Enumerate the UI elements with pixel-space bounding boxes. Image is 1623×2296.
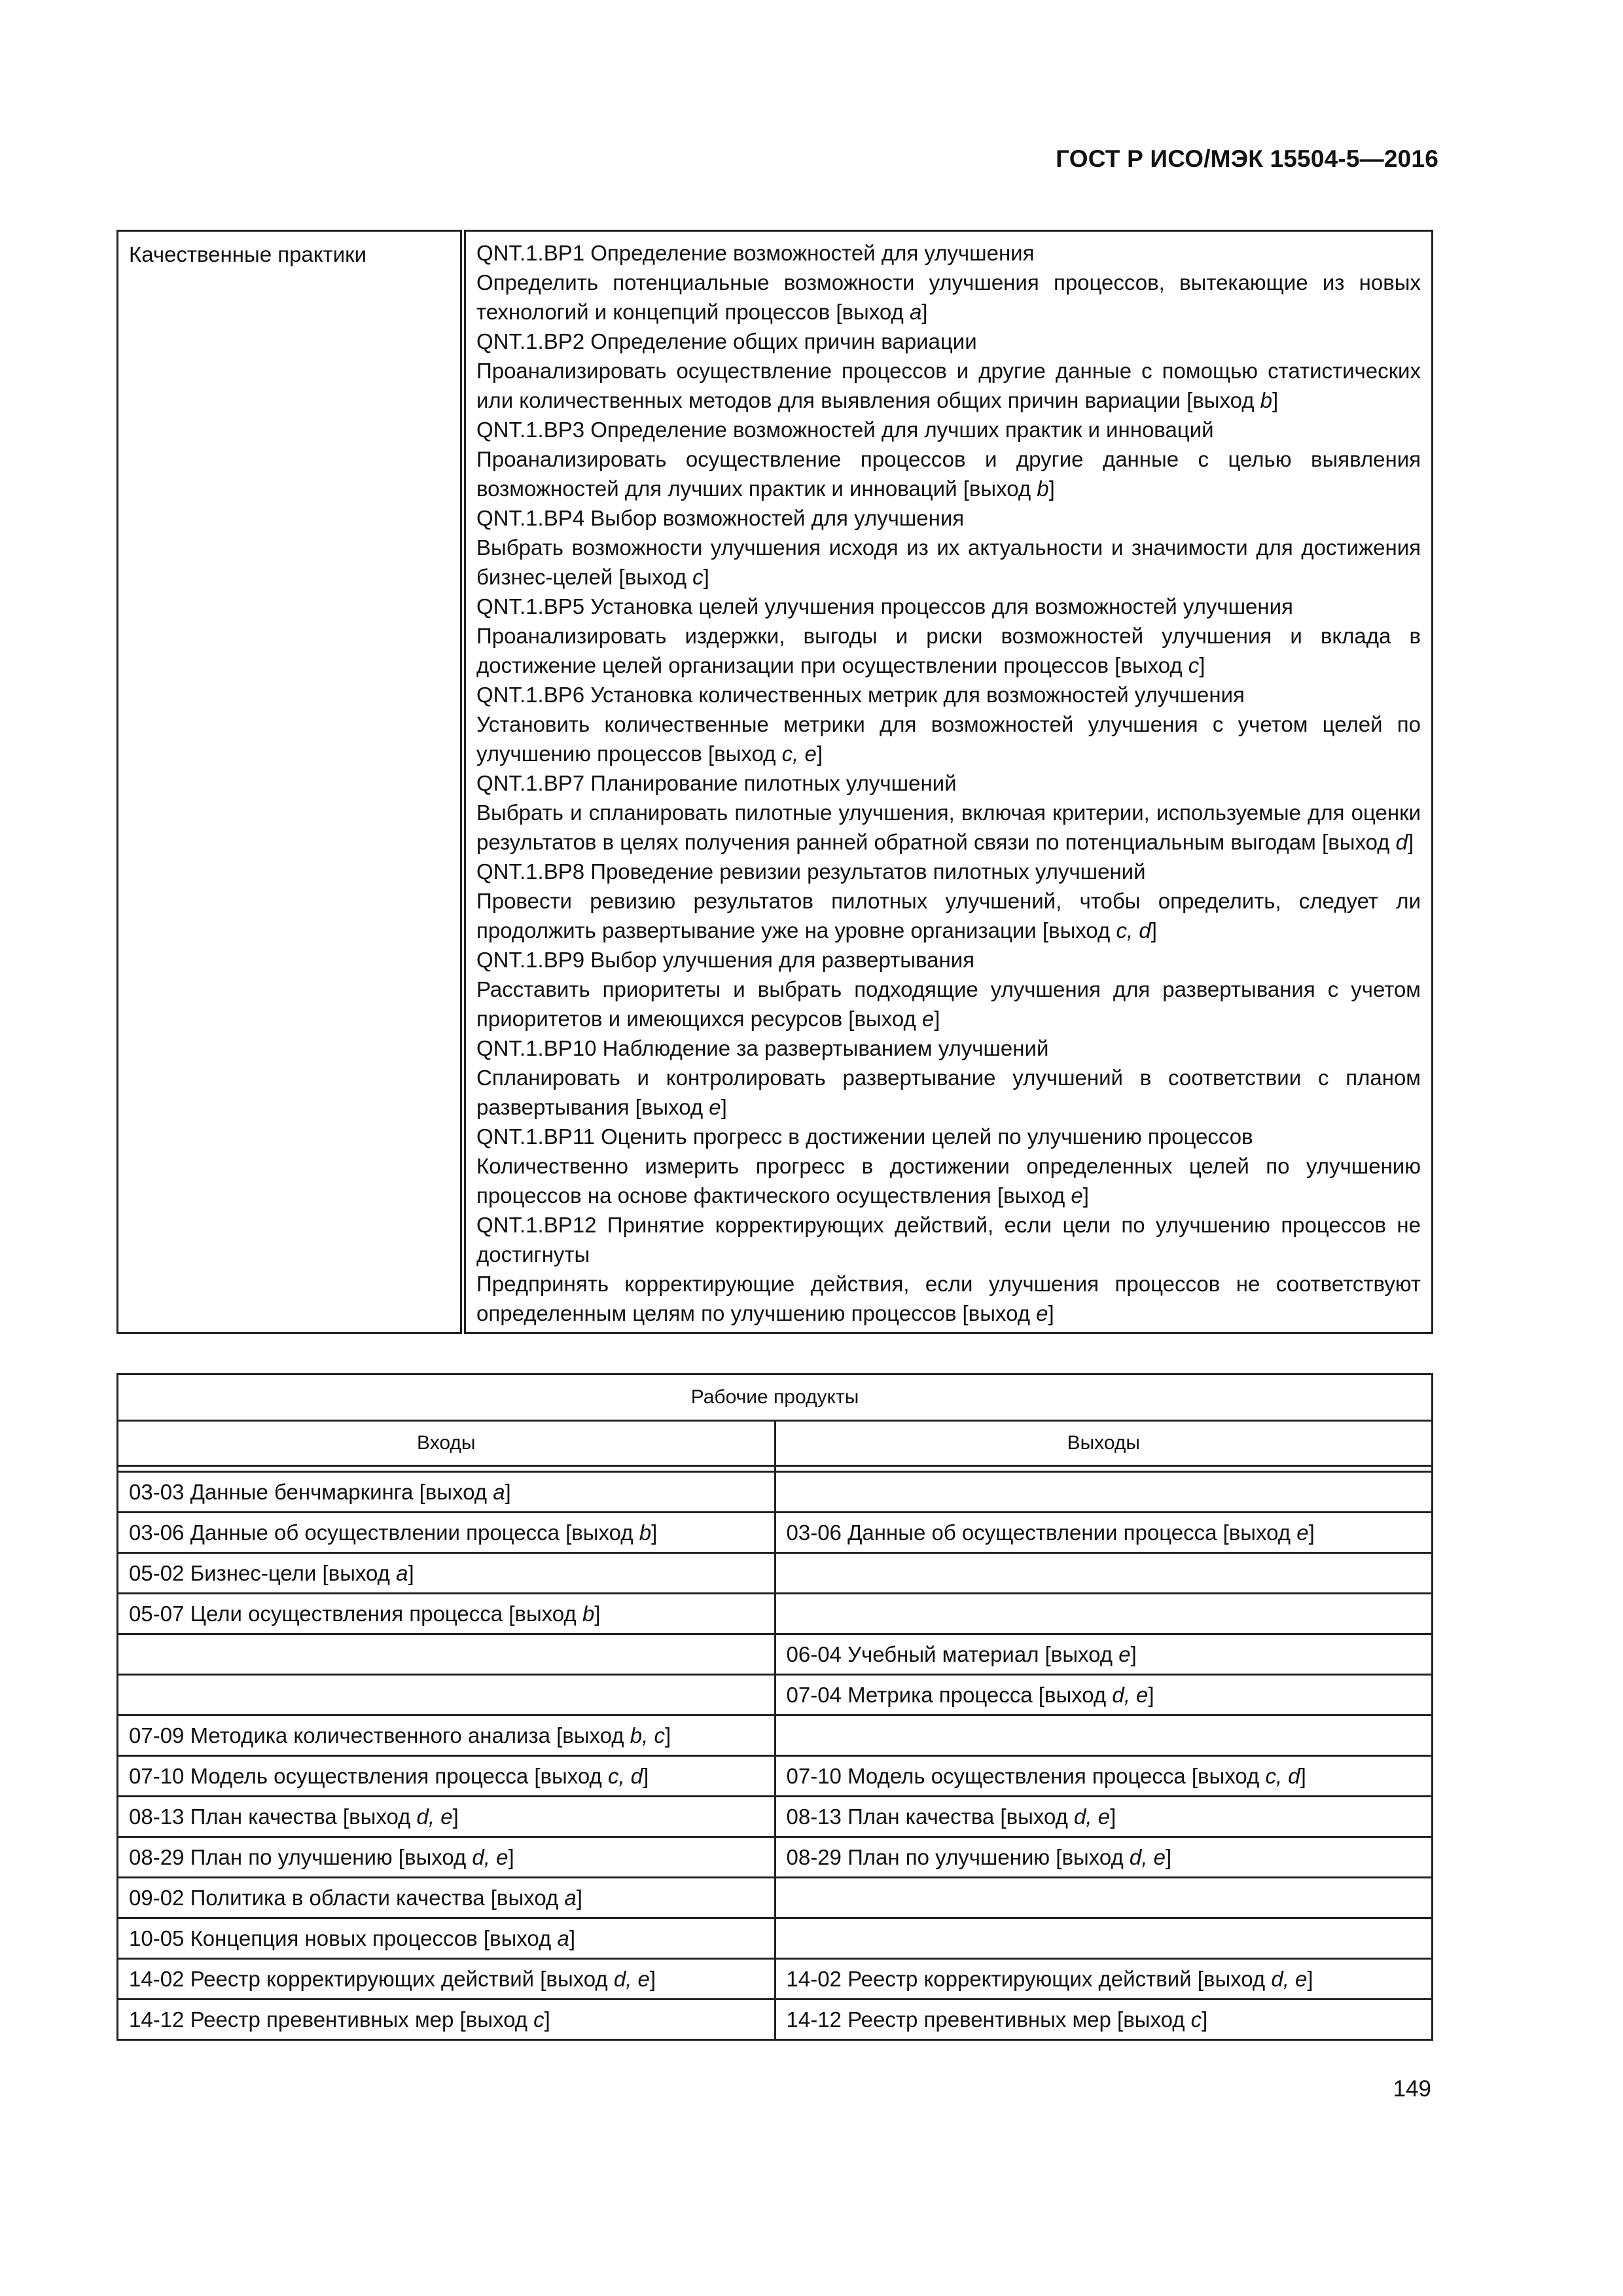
practice-title: QNT.1.BP7 Планирование пилотных улучшений [476, 771, 957, 795]
page-number: 149 [1393, 2076, 1431, 2102]
work-product-row [118, 1472, 1433, 1513]
practice-description: Установить количественные метрики для возможностей улучшения с учетом целей по улучшению процессов [выход c, e] [476, 712, 1421, 766]
work-products-table [116, 1373, 1433, 2041]
practice-item [476, 1210, 1421, 1328]
output-cell: 07-04 Метрика процесса [выход d, e] [775, 1675, 1433, 1715]
practice-item [476, 238, 1421, 327]
output-cell: 08-29 План по улучшению [выход d, e] [775, 1837, 1433, 1878]
practice-item [476, 680, 1421, 768]
input-cell: 09-02 Политика в области качества [выход a] [118, 1878, 776, 1918]
work-product-row [118, 1715, 1433, 1756]
output-cell: 07-10 Модель осуществления процесса [выход c, d] [775, 1756, 1433, 1797]
output-cell [775, 1715, 1433, 1756]
inputs-column-header: Входы [118, 1421, 776, 1466]
output-cell [775, 1918, 1433, 1959]
output-cell: 08-13 План качества [выход d, e] [775, 1797, 1433, 1837]
output-cell: 03-06 Данные об осуществлении процесса [выход e] [775, 1513, 1433, 1553]
output-cell [775, 1472, 1433, 1513]
practice-title: QNT.1.BP11 Оценить прогресс в достижении целей по улучшению процессов [476, 1124, 1253, 1149]
practice-description: Проанализировать осуществление процессов и другие данные с помощью статистических или количественных методов для выявления общих причин вариации [выход b] [476, 359, 1421, 412]
practice-title: QNT.1.BP8 Проведение ревизии результатов пилотных улучшений [476, 859, 1146, 884]
output-cell: 14-02 Реестр корректирующих действий [выход d, e] [775, 1959, 1433, 2000]
work-product-row [118, 1797, 1433, 1837]
practice-item [476, 592, 1421, 680]
practice-item [476, 415, 1421, 503]
practice-description: Проанализировать осуществление процессов и другие данные с целью выявления возможностей для лучших практик и инноваций [выход b] [476, 447, 1421, 501]
work-product-row [118, 1634, 1433, 1675]
work-product-row [118, 1959, 1433, 2000]
practice-title: QNT.1.BP10 Наблюдение за развертыванием улучшений [476, 1036, 1049, 1060]
input-cell [118, 1675, 776, 1715]
practice-title: QNT.1.BP2 Определение общих причин вариации [476, 329, 977, 353]
practices-list [463, 231, 1433, 1333]
practice-item [476, 857, 1421, 945]
input-cell: 03-03 Данные бенчмаркинга [выход a] [118, 1472, 776, 1513]
input-cell: 03-06 Данные об осуществлении процесса [выход b] [118, 1513, 776, 1553]
output-cell: 06-04 Учебный материал [выход e] [775, 1634, 1433, 1675]
work-product-row [118, 1837, 1433, 1878]
output-cell [775, 1594, 1433, 1634]
practice-description: Выбрать и спланировать пилотные улучшения, включая критерии, используемые для оценки результатов в целях получения ранней обратной связи по потенциальным выгодам [выход d] [476, 800, 1421, 854]
practice-title: QNT.1.BP4 Выбор возможностей для улучшения [476, 506, 965, 530]
practice-item [476, 1033, 1421, 1122]
output-cell [775, 1878, 1433, 1918]
input-cell: 14-12 Реестр превентивных мер [выход c] [118, 2000, 776, 2040]
work-products-title: Рабочие продукты [118, 1374, 1433, 1421]
practices-label: Качественные практики [118, 231, 463, 1333]
work-product-row [118, 1675, 1433, 1715]
work-product-row [118, 1756, 1433, 1797]
practice-description: Провести ревизию результатов пилотных улучшений, чтобы определить, следует ли продолжить развертывание уже на уровне организации [выход c, d] [476, 889, 1421, 942]
practice-description: Выбрать возможности улучшения исходя из их актуальности и значимости для достижения бизнес-целей [выход c] [476, 535, 1421, 589]
practice-title: QNT.1.BP5 Установка целей улучшения процессов для возможностей улучшения [476, 594, 1293, 619]
practice-title: QNT.1.BP3 Определение возможностей для лучших практик и инноваций [476, 418, 1214, 442]
practice-description: Количественно измерить прогресс в достижении определенных целей по улучшению процессов на основе фактического осуществления [выход e] [476, 1154, 1421, 1208]
input-cell: 14-02 Реестр корректирующих действий [выход d, e] [118, 1959, 776, 2000]
work-product-row [118, 1918, 1433, 1959]
practice-item [476, 327, 1421, 415]
output-cell [775, 1553, 1433, 1594]
work-product-row [118, 1878, 1433, 1918]
document-code: ГОСТ Р ИСО/МЭК 15504-5—2016 [1056, 145, 1438, 172]
outputs-column-header: Выходы [775, 1421, 1433, 1466]
input-cell: 05-07 Цели осуществления процесса [выход b] [118, 1594, 776, 1634]
practice-item [476, 945, 1421, 1033]
input-cell: 07-09 Методика количественного анализа [выход b, c] [118, 1715, 776, 1756]
work-product-row [118, 2000, 1433, 2040]
practice-description: Расставить приоритеты и выбрать подходящие улучшения для развертывания с учетом приоритетов и имеющихся ресурсов [выход e] [476, 977, 1421, 1031]
output-cell: 14-12 Реестр превентивных мер [выход c] [775, 2000, 1433, 2040]
practice-title: QNT.1.BP9 Выбор улучшения для развертывания [476, 948, 975, 972]
input-cell: 08-13 План качества [выход d, e] [118, 1797, 776, 1837]
practice-description: Определить потенциальные возможности улучшения процессов, вытекающие из новых технологий и концепций процессов [выход a] [476, 270, 1421, 324]
input-cell [118, 1634, 776, 1675]
practice-title: QNT.1.BP6 Установка количественных метрик для возможностей улучшения [476, 683, 1245, 707]
practice-description: Предпринять корректирующие действия, если улучшения процессов не соответствуют определенным целям по улучшению процессов [выход e] [476, 1272, 1421, 1325]
practices-table [116, 230, 1433, 1334]
work-product-row [118, 1553, 1433, 1594]
input-cell: 05-02 Бизнес-цели [выход a] [118, 1553, 776, 1594]
work-product-row [118, 1594, 1433, 1634]
practice-item [476, 1122, 1421, 1210]
work-products-rows [118, 1472, 1433, 2040]
work-product-row [118, 1513, 1433, 1553]
header-gap [118, 1466, 1433, 1472]
practice-title: QNT.1.BP12 Принятие корректирующих действий, если цели по улучшению процессов не достигнуты [476, 1213, 1421, 1266]
input-cell: 10-05 Концепция новых процессов [выход a] [118, 1918, 776, 1959]
practice-item [476, 768, 1421, 857]
input-cell: 08-29 План по улучшению [выход d, e] [118, 1837, 776, 1878]
input-cell: 07-10 Модель осуществления процесса [выход c, d] [118, 1756, 776, 1797]
practice-description: Проанализировать издержки, выгоды и риски возможностей улучшения и вклада в достижение целей организации при осуществлении процессов [выход c] [476, 624, 1421, 677]
practice-description: Спланировать и контролировать развертывание улучшений в соответствии с планом развертывания [выход e] [476, 1066, 1421, 1119]
practice-item [476, 503, 1421, 592]
practice-title: QNT.1.BP1 Определение возможностей для улучшения [476, 241, 1035, 265]
